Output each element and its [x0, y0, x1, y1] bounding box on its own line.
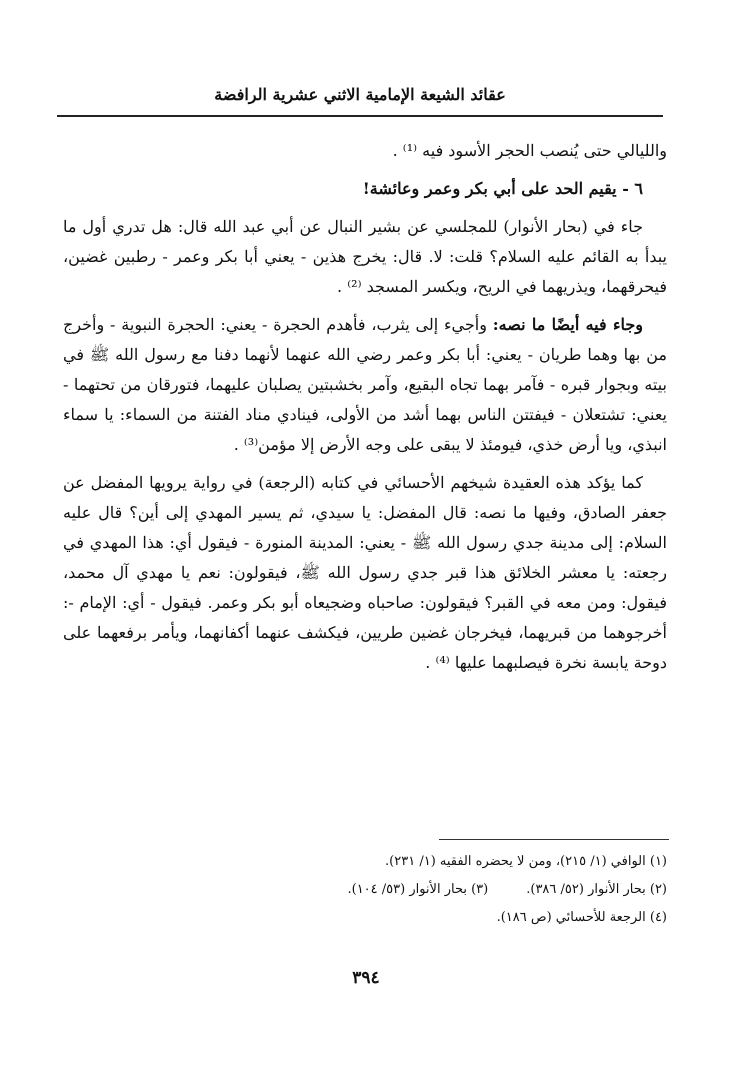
- footnote-2: (٢) بحار الأنوار (٥٢/ ٣٨٦).: [526, 882, 667, 897]
- footnote-row-2-3: [63, 876, 667, 904]
- paragraph-3-lead: وجاء فيه أيضًا ما نصه:: [492, 315, 643, 334]
- page-number: ٣٩٤: [352, 968, 380, 988]
- paragraph-1: والليالي حتى يُنصب الحجر الأسود فيه ⁽¹⁾ .: [392, 141, 667, 160]
- running-header: عقائد الشيعة الإمامية الاثني عشرية الرافضة: [214, 85, 506, 104]
- paragraph-3-text: وأجيء إلى يثرب، فأهدم الحجرة - يعني: الحجرة النبوية - وأخرج من بها وهما طريان - يعني: أبا بكر وعمر رضي الله عنهما لأنهما دفنا مع رسول الله ﷺ في بيته وبجوار قبره - فآمر بهما تجاه البقيع، وآمر بخشبتين يصلبان عليهما، فتورقان من تحتهما - يعني: تشتعلان - فيفتتن الناس بهما أشد من الأولى، فينادي مناد الفتنة من السماء: يا سماء انبذي، ويا أرض خذي، فيومئذ لا يبقى على وجه الأرض إلا مؤمن⁽³⁾ .: [63, 315, 667, 454]
- header-divider: [57, 115, 663, 117]
- paragraph-3: [63, 310, 667, 460]
- paragraph-2: جاء في (بحار الأنوار) للمجلسي عن بشير النبال عن أبي عبد الله قال: هل تدري أول ما يبدأ به القائم عليه السلام؟ قلت: لا. قال: يخرج هذين - يعني أبا بكر وعمر - رطبين غضين، فيحرقهما، ويذريهما في الريح، ويكسر المسجد ⁽²⁾ .: [63, 217, 667, 296]
- footnotes: [63, 848, 667, 932]
- main-text: [63, 136, 667, 686]
- footnote-4: (٤) الرجعة للأحسائي (ص ١٨٦).: [496, 910, 667, 925]
- footnote-3: (٣) بحار الأنوار (٥٣/ ١٠٤).: [347, 882, 489, 897]
- paragraph-4: كما يؤكد هذه العقيدة شيخهم الأحسائي في كتابه (الرجعة) في رواية يرويها المفضل عن جعفر الصادق، وفيها ما نصه: قال المفضل: يا سيدي، ثم يسير المهدي إلى أين؟ قال عليه السلام: إلى مدينة جدي رسول الله ﷺ - يعني: المدينة المنورة - فيقول أي: هذا المهدي في رجعته: يا معشر الخلائق هذا قبر جدي رسول الله ﷺ، فيقولون: نعم يا مهدي آل محمد، فيقول: ومن معه في القبر؟ فيقولون: صاحباه وضجيعاه أبو بكر وعمر. فيقول - أي: الإمام -: أخرجوهما من قبريهما، فيخرجان غضين طريين، فيكشف عنهما أكفانهما، ويأمر برفعهما على دوحة يابسة نخرة فيصلبهما عليها ⁽⁴⁾ .: [63, 473, 668, 672]
- footnote-divider: [439, 839, 669, 840]
- section-heading: ٦ - يقيم الحد على أبي بكر وعمر وعائشة!: [362, 179, 643, 198]
- footnote-1: (١) الوافي (١/ ٢١٥)، ومن لا يحضره الفقيه (١/ ٢٣١).: [385, 854, 667, 869]
